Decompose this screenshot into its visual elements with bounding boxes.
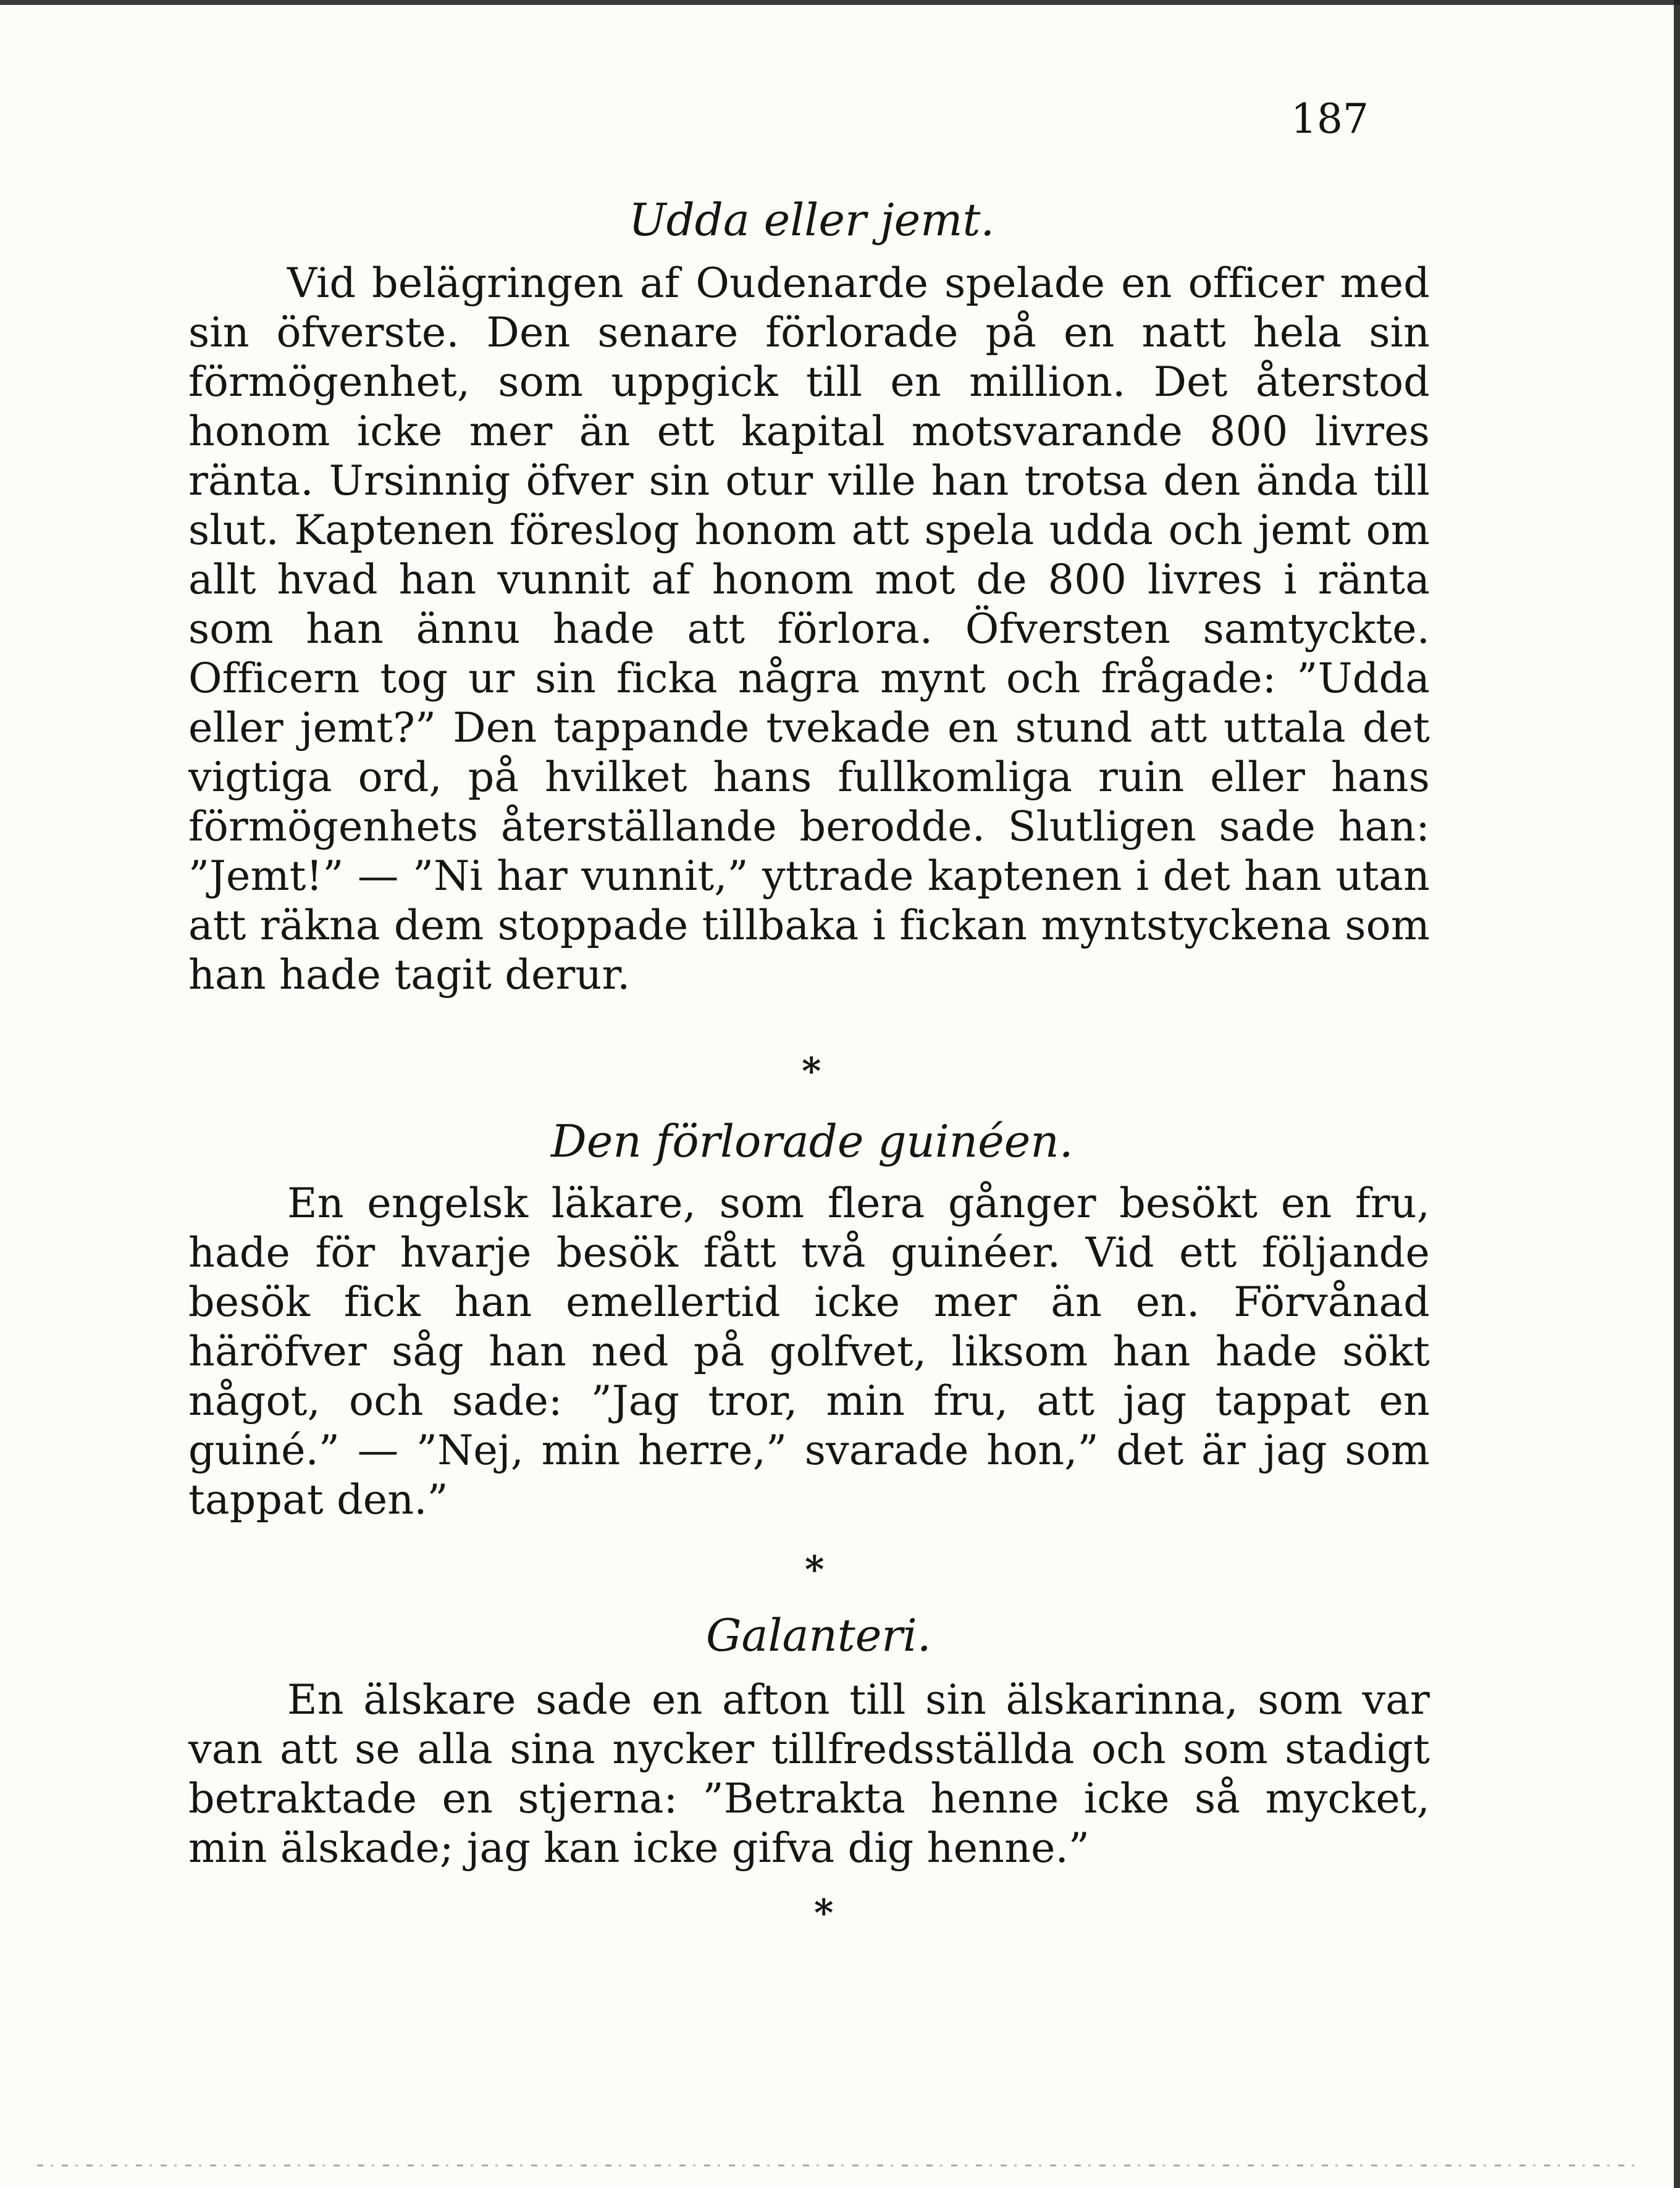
section-separator: * [802, 1050, 821, 1093]
section-title-udda-eller-jemt: Udda eller jemt. [629, 194, 995, 246]
section-text-udda-eller-jemt: Vid belägringen af Oudenarde spelade en officer med sin öfverste. Den senare förlorade på en natt hela sin förmögenhet, som uppgick till en million. Det återstod honom icke mer än ett kapital motsvarande 800 livres ränta. Ursinnig öfver sin otur ville han trotsa den ända till slut. Kaptenen föreslog honom att spela udda och jemt om allt hvad han vunnit af honom mot de 800 livres i ränta som han ännu hade att förlora. Öfversten samtyckte. Officern tog ur sin ficka några mynt och frågade: ”Udda eller jemt?” Den tappande tvekade en stund att uttala det vigtiga ord, på hvilket hans fullkomliga ruin eller hans förmögenhets återställande berodde. Slutligen sade han: ”Jemt!” — ”Ni har vunnit,” yttrade kaptenen i det han utan att räkna dem stoppade tillbaka i fickan myntstyckena som han hade tagit derur. [188, 259, 1430, 999]
section-separator: * [805, 1548, 825, 1591]
page-number: 187 [1291, 95, 1369, 143]
scan-top-edge [0, 0, 1680, 5]
section-title-den-forlorade-guineen: Den förlorade guinéen. [551, 1115, 1073, 1167]
scan-right-edge [1674, 0, 1680, 2188]
section-title-galanteri: Galanteri. [706, 1609, 931, 1661]
section-text-den-forlorade-guineen: En engelsk läkare, som flera gånger besökt en fru, hade för hvarje besök fått två guinéer. Vid ett följande besök fick han emellertid icke mer än en. Förvånad häröfver såg han ned på golfvet, liksom han hade sökt något, och sade: ”Jag tror, min fru, att jag tappat en guiné.” — ”Nej, min herre,” svarade hon,” det är jag som tappat den.” [188, 1179, 1430, 1524]
scan-bottom-noise [37, 2165, 1643, 2166]
section-text-galanteri: En älskare sade en afton till sin älskarinna, som var van att se alla sina nycker tillfredsställda och som stadigt betraktade en stjerna: ”Betrakta henne icke så mycket, min älskade; jag kan icke gifva dig henne.” [188, 1675, 1430, 1872]
section-separator: * [814, 1892, 834, 1935]
